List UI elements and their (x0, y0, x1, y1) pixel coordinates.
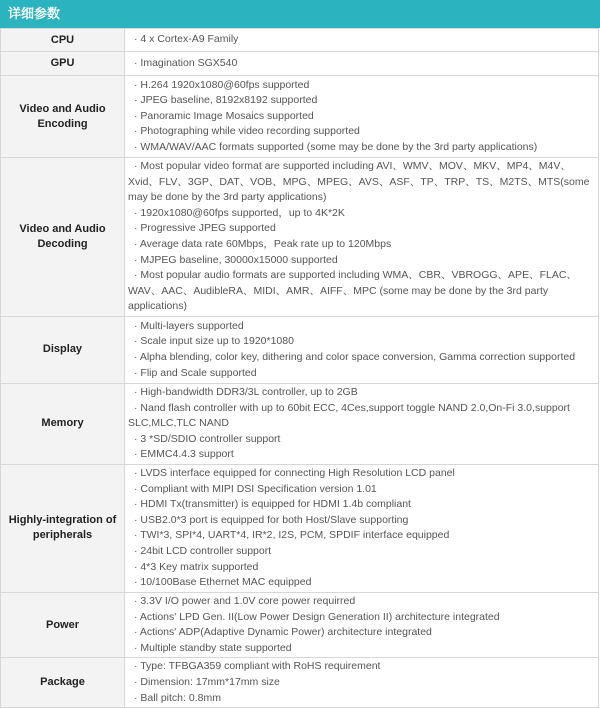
spec-item: · JPEG baseline, 8192x8192 supported (134, 94, 318, 107)
spec-item: · Ball pitch: 0.8mm (134, 691, 221, 704)
spec-item: · MJPEG baseline, 30000x15000 supported (134, 253, 338, 266)
spec-item: · Flip and Scale supported (134, 366, 257, 379)
spec-value-gpu (125, 52, 599, 76)
spec-item: · Imagination SGX540 (134, 56, 238, 69)
spec-item: · Type: TFBGA359 compliant with RoHS requirement (134, 660, 381, 673)
spec-value-memory (125, 383, 599, 464)
spec-item: · H.264 1920x1080@60fps supported (134, 78, 310, 91)
spec-label-power: Power (1, 592, 125, 657)
spec-item: · 3 *SD/SDIO controller support (134, 432, 281, 445)
spec-row-power (1, 592, 599, 657)
spec-item: · 3.3V I/O power and 1.0V core power requirred (134, 594, 356, 607)
spec-item: · Average data rate 60Mbps，Peak rate up to 120Mbps (134, 237, 392, 250)
spec-value-package (125, 658, 599, 708)
spec-item: · 10/100Base Ethernet MAC equipped (134, 576, 312, 589)
spec-item: · Panoramic Image Mosaics supported (134, 109, 314, 122)
spec-item: · HDMI Tx(transmitter) is equipped for HDMI 1.4b compliant (134, 498, 411, 511)
spec-item: · 4*3 Key matrix supported (134, 560, 259, 573)
spec-table-body (1, 29, 599, 708)
spec-item: · Photographing while video recording supported (134, 125, 360, 138)
spec-label-cpu: CPU (1, 29, 125, 52)
spec-value-video-audio-encoding (125, 76, 599, 158)
spec-item: · Actions' ADP(Adaptive Dynamic Power) architecture integrated (134, 626, 432, 639)
spec-value-cpu (125, 29, 599, 52)
spec-label-gpu: GPU (1, 52, 125, 76)
spec-label-video-audio-encoding: Video and Audio Encoding (1, 76, 125, 158)
spec-row-display (1, 316, 599, 383)
spec-row-video-audio-encoding (1, 76, 599, 158)
spec-label-peripherals: Highly-integration of peripherals (1, 464, 125, 592)
spec-item: · Compliant with MIPI DSI Specification version 1.01 (134, 482, 377, 495)
spec-item: · Multiple standby state supported (134, 641, 292, 654)
spec-value-video-audio-decoding (125, 158, 599, 317)
spec-item: · Dimension: 17mm*17mm size (134, 675, 280, 688)
spec-item: · 24bit LCD controller support (134, 545, 272, 558)
spec-item: · Most popular audio formats are supported including WMA、CBR、VBROGG、APE、FLAC、WAV、AAC、AudibleRA、MIDI、AMR、AIFF、MPC (some may be done by the 3rd party applications) (128, 269, 577, 313)
spec-row-peripherals (1, 464, 599, 592)
spec-item: · 4 x Cortex-A9 Family (134, 33, 239, 46)
spec-row-cpu (1, 29, 599, 52)
spec-item: · Nand flash controller with up to 60bit ECC, 4Ces,support toggle NAND 2.0,On-Fi 3.0,support SLC,MLC,TLC NAND (128, 401, 570, 430)
spec-item: · Alpha blending, color key, dithering and color space conversion, Gamma correction supported (134, 350, 576, 363)
spec-row-memory (1, 383, 599, 464)
spec-item: · 1920x1080@60fps supported，up to 4K*2K (134, 206, 345, 219)
spec-item: · EMMC4.4.3 support (134, 448, 234, 461)
spec-label-package: Package (1, 658, 125, 708)
spec-item: · TWI*3, SPI*4, UART*4, IR*2, I2S, PCM, SPDIF interface equipped (134, 529, 450, 542)
spec-label-memory: Memory (1, 383, 125, 464)
section-title: 详细参数 (8, 6, 61, 21)
spec-item: · Multi-layers supported (134, 319, 244, 332)
spec-row-package (1, 658, 599, 708)
spec-item: · Most popular video format are supported including AVI、WMV、MOV、MKV、MP4、M4V、Xvid、FLV、3GP、DAT、VOB、MPG、MPEG、AVS、ASF、TP、TRP、TS、M2TS、MTS(some may be done by the 3rd party applications) (128, 160, 590, 204)
spec-value-display (125, 316, 599, 383)
spec-row-gpu (1, 52, 599, 76)
spec-value-peripherals (125, 464, 599, 592)
spec-label-video-audio-decoding: Video and Audio Decoding (1, 158, 125, 317)
spec-item: · Actions' LPD Gen. II(Low Power Design Generation II) architecture integrated (134, 610, 500, 623)
spec-item: · High-bandwidth DDR3/3L controller, up to 2GB (134, 385, 358, 398)
spec-value-power (125, 592, 599, 657)
spec-row-video-audio-decoding (1, 158, 599, 317)
section-header (0, 0, 600, 28)
spec-item: · Progressive JPEG supported (134, 222, 276, 235)
spec-item: · Scale input size up to 1920*1080 (134, 335, 294, 348)
spec-table (0, 28, 599, 708)
spec-item: · USB2.0*3 port is equipped for both Host/Slave supporting (134, 513, 409, 526)
spec-item: · LVDS interface equipped for connecting High Resolution LCD panel (134, 467, 455, 480)
spec-label-display: Display (1, 316, 125, 383)
spec-item: · WMA/WAV/AAC formats supported (some may be done by the 3rd party applications) (134, 140, 538, 153)
